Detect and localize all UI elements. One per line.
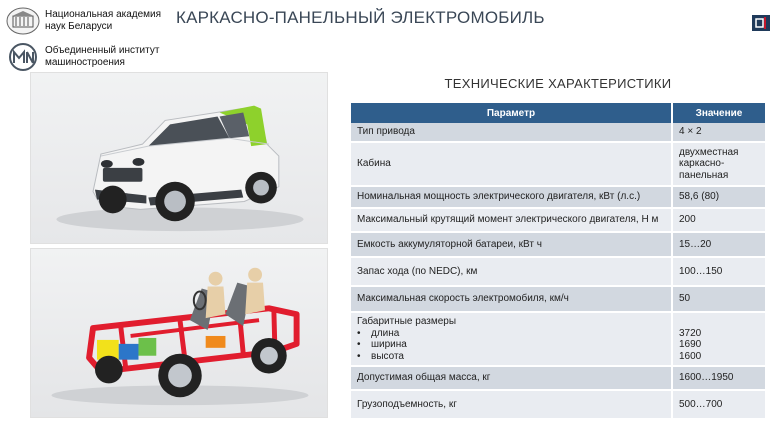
corner-emblem-icon [748,13,770,33]
table-row [351,257,765,286]
table-row [351,142,765,186]
param-cell: Допустимая общая масса, кг [351,366,672,390]
param-cell: Максимальный крутящий момент электрического двигателя, Н м [351,208,672,232]
param-cell: Грузоподъемность, кг [351,390,672,419]
institute-name: Объединенный институт машиностроения [45,45,160,68]
value-cell: двухместная каркасно- панельная [672,142,765,186]
institute-logo-icon [6,42,40,72]
value-cell: 500…700 [672,390,765,419]
table-row [351,366,765,390]
param-cell: Емкость аккумуляторной батареи, кВт ч [351,232,672,257]
chassis-render-image [30,248,328,418]
chassis-illustration [31,249,327,417]
academy-logo-icon [6,6,40,36]
table-row [351,390,765,419]
value-cell: 100…150 [672,257,765,286]
list-item: • высота [357,351,665,363]
table-row [351,286,765,312]
table-header-row [351,103,765,123]
institute-row [6,42,171,72]
car-illustration [31,73,327,243]
academy-row [6,6,171,36]
value-cell: 58,6 (80) [672,186,765,208]
table-row [351,232,765,257]
value-cell: 3720 1690 1600 [672,312,765,366]
car-render-image [30,72,328,244]
column-header-param: Параметр [351,103,672,123]
list-item: • длина [357,328,665,340]
list-item: • ширина [357,339,665,351]
page-title: КАРКАСНО-ПАНЕЛЬНЫЙ ЭЛЕКТРОМОБИЛЬ [176,8,545,27]
academy-name: Национальная академия наук Беларуси [45,9,162,32]
table-row [351,312,765,366]
param-cell: Кабина [351,142,672,186]
value-cell: 200 [672,208,765,232]
organization-block [6,6,171,78]
value-cell: 1600…1950 [672,366,765,390]
param-cell: Тип привода [351,123,672,142]
table-row [351,208,765,232]
param-cell [351,312,672,366]
table-row [351,123,765,142]
value-cell: 15…20 [672,232,765,257]
param-cell: Максимальная скорость электромобиля, км/ч [351,286,672,312]
dimensions-list [357,328,665,363]
column-header-value: Значение [672,103,765,123]
value-cell: 4 × 2 [672,123,765,142]
dimensions-label: Габаритные размеры [357,316,457,327]
table-row [351,186,765,208]
value-cell: 50 [672,286,765,312]
spec-table [351,103,765,420]
param-cell: Запас хода (по NEDC), км [351,257,672,286]
param-cell: Номинальная мощность электрического двигателя, кВт (л.с.) [351,186,672,208]
spec-title: ТЕХНИЧЕСКИЕ ХАРАКТЕРИСТИКИ [444,76,672,91]
